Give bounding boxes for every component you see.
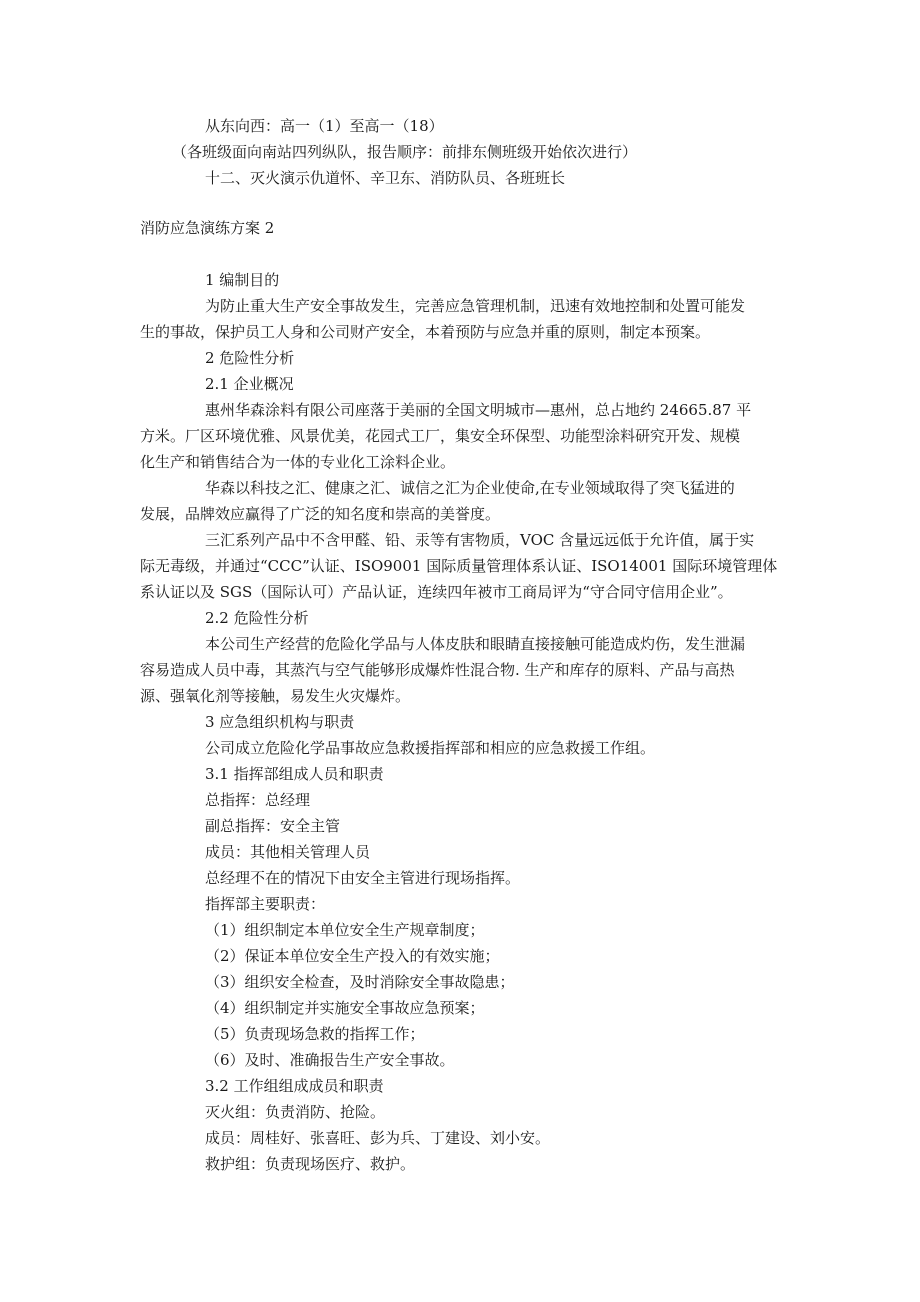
paragraph-line: 际无毒级，并通过“CCC”认证、ISO9001 国际质量管理体系认证、ISO14001 国际环境管理体 bbox=[140, 557, 778, 575]
paragraph-line: 惠州华森涂料有限公司座落于美丽的全国文明城市—惠州，总占地约 24665.87 平 bbox=[205, 401, 752, 419]
paragraph-line: 源、强氧化剂等接触，易发生火灾爆炸。 bbox=[140, 687, 411, 705]
top-line-1: 从东向西：高一（1）至高一（18） bbox=[205, 117, 444, 135]
paragraph-line: 化生产和销售结合为一体的专业化工涂料企业。 bbox=[140, 453, 456, 471]
section-1-heading: 1 编制目的 bbox=[205, 271, 280, 289]
paragraph-line: 为防止重大生产安全事故发生，完善应急管理机制，迅速有效地控制和处置可能发 bbox=[205, 297, 746, 315]
duty-item: （1）组织制定本单位安全生产规章制度； bbox=[205, 921, 485, 939]
rescue-team-line: 救护组：负责现场医疗、救护。 bbox=[205, 1155, 416, 1173]
top-line-2: （各班级面向南站四列纵队，报告顺序：前排东侧班级开始依次进行） bbox=[172, 143, 638, 161]
deputy-commander-line: 副总指挥：安全主管 bbox=[205, 817, 341, 835]
paragraph-line: 本公司生产经营的危险化学品与人体皮肤和眼睛直接接触可能造成灼伤，发生泄漏 bbox=[205, 635, 746, 653]
duty-item: （3）组织安全检查，及时消除安全事故隐患； bbox=[205, 973, 515, 991]
section-3-2-heading: 3.2 工作组组成成员和职责 bbox=[205, 1077, 384, 1095]
top-line-3: 十二、灭火演示仇道怀、辛卫东、消防队员、各班班长 bbox=[205, 169, 566, 187]
duty-item: （4）组织制定并实施安全事故应急预案； bbox=[205, 999, 485, 1017]
members-line: 成员：其他相关管理人员 bbox=[205, 843, 371, 861]
duty-item: （2）保证本单位安全生产投入的有效实施； bbox=[205, 947, 500, 965]
section-3-1-heading: 3.1 指挥部组成人员和职责 bbox=[205, 765, 384, 783]
paragraph-line: 生的事故，保护员工人身和公司财产安全，本着预防与应急并重的原则，制定本预案。 bbox=[140, 323, 711, 341]
paragraph-line: 发展，品牌效应赢得了广泛的知名度和崇高的美誉度。 bbox=[140, 505, 501, 523]
section-2-2-heading: 2.2 危险性分析 bbox=[205, 609, 309, 627]
commander-line: 总指挥：总经理 bbox=[205, 791, 311, 809]
paragraph-line: 系认证以及 SGS（国际认可）产品认证，连续四年被市工商局评为“守合同守信用企业”。 bbox=[140, 583, 733, 601]
section-3-heading: 3 应急组织机构与职责 bbox=[205, 713, 355, 731]
paragraph-line: 方米。厂区环境优雅、风景优美，花园式工厂，集安全环保型、功能型涂料研究开发、规模 bbox=[140, 427, 741, 445]
section-2-heading: 2 危险性分析 bbox=[205, 349, 295, 367]
section-2-1-heading: 2.1 企业概况 bbox=[205, 375, 294, 393]
duties-title: 指挥部主要职责： bbox=[205, 895, 326, 913]
paragraph-line: 公司成立危险化学品事故应急救援指挥部和相应的应急救援工作组。 bbox=[205, 739, 656, 757]
paragraph-line: 三汇系列产品中不含甲醛、铅、汞等有害物质，VOC 含量远远低于允许值，属于实 bbox=[205, 531, 755, 549]
duty-item: （6）及时、准确报告生产安全事故。 bbox=[205, 1051, 455, 1069]
document-title: 消防应急演练方案 2 bbox=[140, 219, 275, 237]
duty-item: （5）负责现场急救的指挥工作； bbox=[205, 1025, 425, 1043]
paragraph-line: 总经理不在的情况下由安全主管进行现场指挥。 bbox=[205, 869, 521, 887]
fire-team-members-line: 成员：周桂好、张喜旺、彭为兵、丁建设、刘小安。 bbox=[205, 1129, 551, 1147]
fire-team-line: 灭火组：负责消防、抢险。 bbox=[205, 1103, 386, 1121]
paragraph-line: 容易造成人员中毒，其蒸汽与空气能够形成爆炸性混合物. 生产和库存的原料、产品与高热 bbox=[140, 661, 735, 679]
paragraph-line: 华森以科技之汇、健康之汇、诚信之汇为企业使命,在专业领域取得了突飞猛进的 bbox=[205, 479, 735, 497]
